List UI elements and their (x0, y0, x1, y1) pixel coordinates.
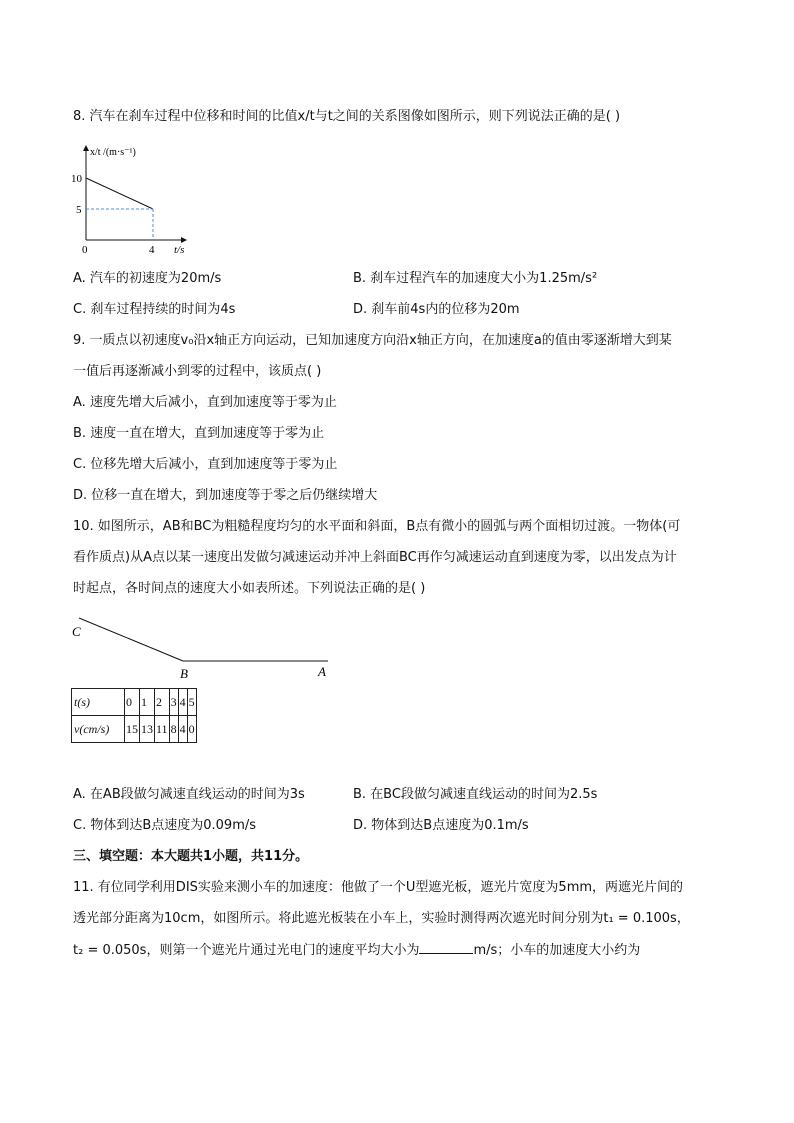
q9-option-a: A. 速度先增大后减小，直到加速度等于零为止 (73, 395, 337, 410)
q10-label-a: A (318, 664, 326, 679)
q10-velocity-table (71, 688, 197, 743)
q8-origin: 0 (82, 244, 88, 256)
q9-option-b: B. 速度一直在增大，直到加速度等于零为止 (73, 426, 325, 441)
table-row (72, 689, 197, 716)
q8-y-tick-5: 5 (76, 204, 82, 216)
table-cell: 1 (140, 689, 155, 716)
table-cell: 4 (178, 716, 187, 743)
q9-option-c: C. 位移先增大后减小，直到加速度等于零为止 (73, 457, 338, 472)
q10-option-a: A. 在AB段做匀减速直线运动的时间为3s (73, 787, 305, 802)
table-cell: 13 (140, 716, 155, 743)
q8-stem: 8. 汽车在刹车过程中位移和时间的比值x/t与t之间的关系图像如图所示，则下列说法正确的是( ) (73, 109, 621, 124)
q8-y-label: x/t /(m·s⁻¹) (90, 147, 136, 158)
q9-stem-line1: 9. 一质点以初速度v₀沿x轴正方向运动，已知加速度方向沿x轴正方向，在加速度a的值由零逐渐增大到某 (73, 333, 672, 348)
q9-stem-line2: 一值后再逐渐减小到零的过程中，该质点( ) (73, 364, 322, 379)
q9-option-d: D. 位移一直在增大，到加速度等于零之后仍继续增大 (73, 488, 378, 503)
q10-label-c: C (72, 624, 81, 639)
q10-stem-line1: 10. 如图所示，AB和BC为粗糙程度均匀的水平面和斜面，B点有微小的圆弧与两个面相切过渡。一物体(可 (73, 519, 681, 534)
q8-option-a: A. 汽车的初速度为20m/s (73, 271, 222, 286)
q11-stem-line3-part1: t₂ = 0.050s，则第一个遮光片通过光电门的速度平均大小为 (73, 943, 420, 958)
q8-graph (70, 140, 200, 258)
table-cell: 4 (178, 689, 187, 716)
table-cell: 0 (187, 716, 196, 743)
table-header-v: v(cm/s) (72, 716, 125, 743)
q8-y-tick-10: 10 (71, 173, 82, 185)
q8-option-d: D. 刹车前4s内的位移为20m (353, 302, 520, 317)
q8-x-label: t/s (174, 244, 185, 256)
q10-option-c: C. 物体到达B点速度为0.09m/s (73, 818, 257, 833)
table-cell: 3 (169, 689, 178, 716)
q11-stem-line3 (73, 941, 640, 960)
q11-answer-blank[interactable] (419, 941, 473, 954)
q10-option-d: D. 物体到达B点速度为0.1m/s (353, 818, 529, 833)
q8-data-line (86, 178, 153, 209)
table-cell: 2 (155, 689, 170, 716)
q10-incline-diagram (66, 608, 346, 684)
q11-stem-line1: 11. 有位同学利用DIS实验来测小车的加速度：他做了一个U型遮光板，遮光片宽度为5mm，两遮光片间的 (73, 880, 684, 895)
q10-option-b: B. 在BC段做匀减速直线运动的时间为2.5s (353, 787, 598, 802)
table-cell: 0 (125, 689, 140, 716)
q8-option-c: C. 刹车过程持续的时间为4s (73, 302, 236, 317)
q11-stem-line2: 透光部分距离为10cm，如图所示。将此遮光板装在小车上，实验时测得两次遮光时间分别为t₁ = 0.100s， (73, 911, 690, 926)
q8-option-b: B. 刹车过程汽车的加速度大小为1.25m/s² (353, 271, 598, 286)
q10-label-b: B (180, 666, 188, 681)
table-cell: 11 (155, 716, 170, 743)
q11-stem-line3-part2: m/s；小车的加速度大小约为 (473, 943, 641, 958)
table-cell: 8 (169, 716, 178, 743)
table-cell: 15 (125, 716, 140, 743)
q8-x-tick-4: 4 (149, 244, 155, 256)
table-row (72, 716, 197, 743)
table-header-t: t(s) (72, 689, 125, 716)
table-cell: 5 (187, 689, 196, 716)
section-3-title: 三、填空题：本大题共1小题，共11分。 (73, 849, 309, 864)
q10-stem-line3: 时起点，各时间点的速度大小如表所述。下列说法正确的是( ) (73, 581, 426, 596)
q10-stem-line2: 看作质点)从A点以某一速度出发做匀减速运动并冲上斜面BC再作匀减速运动直到速度为零，以出发点为计 (73, 550, 677, 565)
q10-slope-bc (79, 618, 183, 661)
